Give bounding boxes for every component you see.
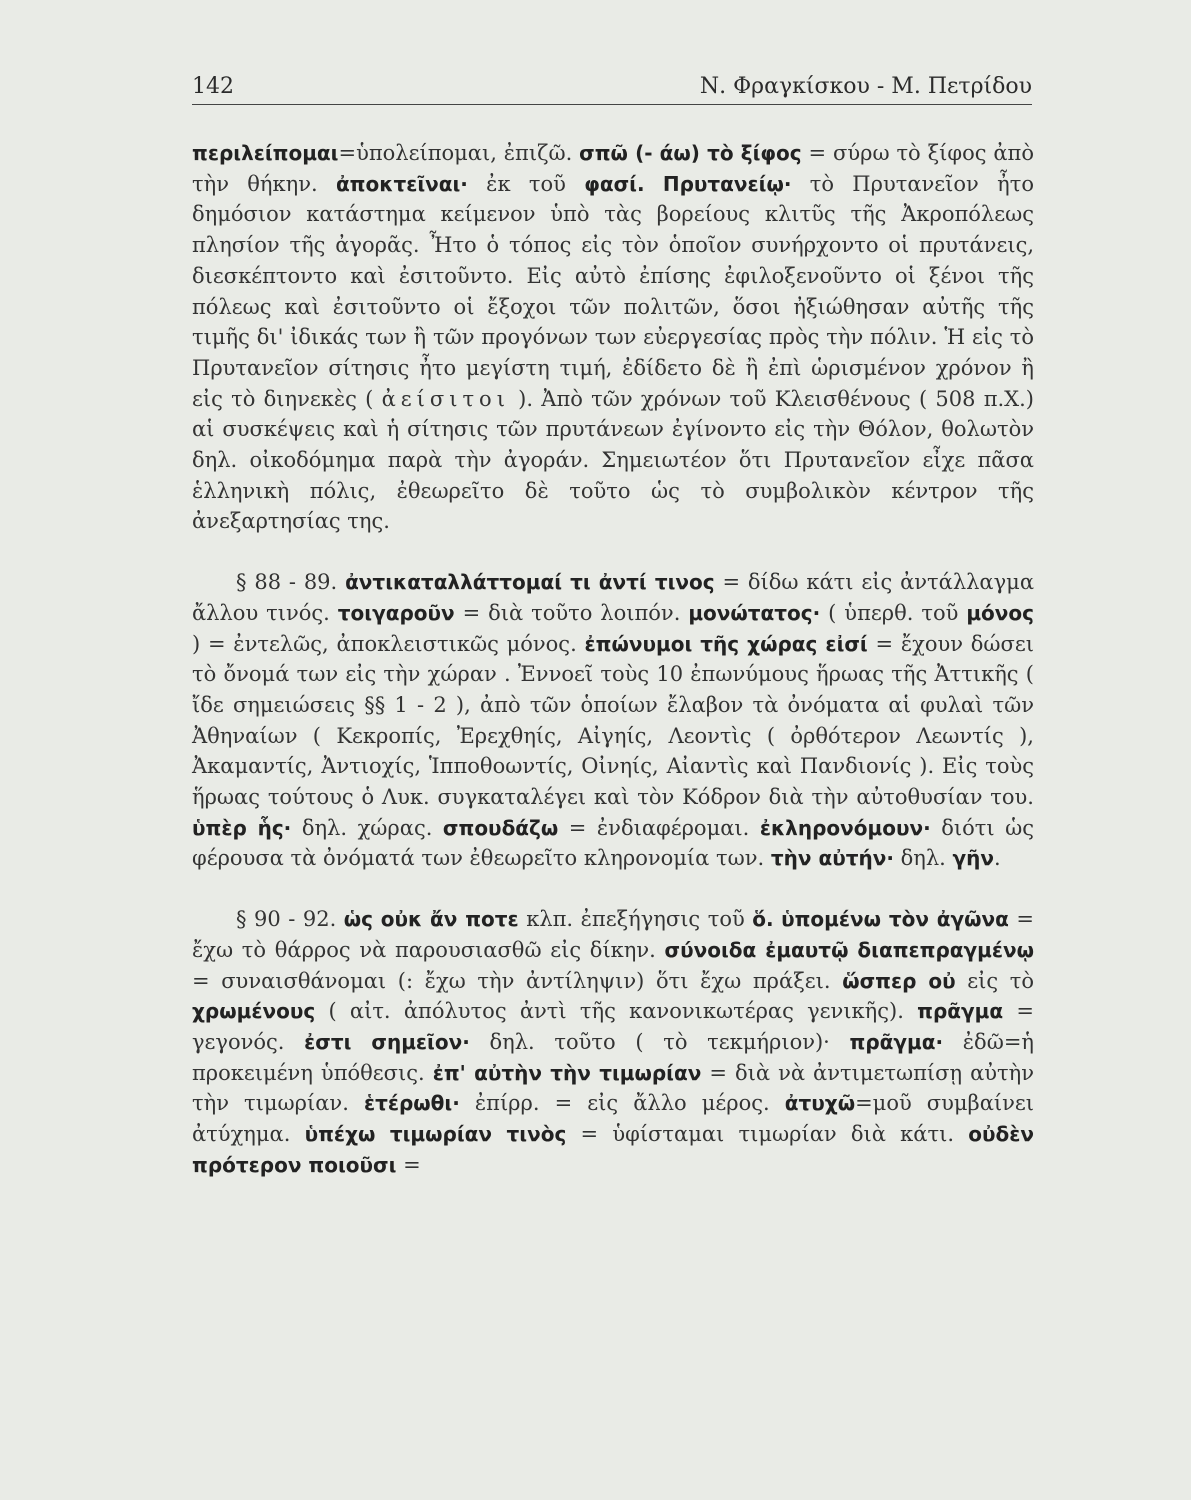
- gloss-text: = σύρω τὸ ξίφος ἀπὸ τὴν θήκην.: [192, 141, 1034, 196]
- lemma-term: Πρυτανείῳ·: [662, 171, 792, 196]
- gloss-text: ἐπίρρ. = εἰς ἄλλο μέρος.: [459, 1091, 785, 1116]
- gloss-text: = διὰ νὰ ἀντιμετωπίσῃ αὐτὴν τὴν τιμωρίαν.: [192, 1060, 1034, 1116]
- lemma-term: μονώτατος·: [688, 600, 821, 625]
- gloss-text: ). Ἀπὸ τῶν χρόνων τοῦ Κλεισθένους ( 508 π.Χ.) αἱ συσκέψεις καὶ ἡ σίτησις τῶν πρυτάνεων ἐγίνοντο εἰς τὴν Θόλον, θολωτὸν δηλ. οἰκοδόμημα παρὰ τὴν ἀγοράν. Σημειωτέον ὅτι Πρυτανεῖον εἶχε πᾶσα ἑλληνικὴ πόλις, ἐθεωρεῖτο δὲ τοῦτο ὡς τὸ συμβολικὸν κέντρον τῆς ἀνεξαρτησίας της.: [192, 386, 1035, 534]
- gloss-text: [645, 172, 663, 196]
- lemma-term: ἐστι σημεῖον·: [304, 1029, 470, 1054]
- lemma-term: ὑπὲρ ἧς·: [192, 815, 292, 840]
- lemma-term: τοιγαροῦν: [337, 600, 455, 625]
- gloss-text: ἐκ τοῦ: [467, 171, 585, 196]
- lemma-term: χρωμένους: [192, 999, 316, 1024]
- lemma-term: περιλείπομαι: [192, 141, 339, 165]
- paragraph-section-88-89: [192, 567, 1034, 874]
- gloss-text: = διὰ τοῦτο λοιπόν.: [454, 600, 689, 625]
- gloss-text: τὸ Πρυτανεῖον ἦτο δημόσιον κατάστημα κείμενον ὑπὸ τὰς βορείους κλιτῦς τῆς Ἀκροπόλεως πλησίον τῆς ἀγορᾶς. Ἦτο ὁ τόπος εἰς τὸν ὁποῖον συνήρχοντο οἱ πρυτάνεις, διεσκέπτοντο καὶ ἐσιτοῦντο. Εἰς αὐτὸ ἐπίσης ἐφιλοξενοῦντο οἱ ξένοι τῆς πόλεως καὶ ἐσιτοῦντο οἱ ἔξοχοι τῶν πολιτῶν, ὅσοι ἠξιώθησαν αὐτῆς τῆς τιμῆς δι' ἰδικάς των ἢ τῶν προγόνων των εὐεργεσίας πρὸς τὴν πόλιν. Ἡ εἰς τὸ Πρυτανεῖον σίτησις ἦτο μεγίστη τιμή, ἐδίδετο δὲ ἢ ἐπὶ ὡρισμένον χρόνον ἢ εἰς τὸ διηνεκὲς (: [192, 171, 1034, 411]
- lemma-term: σπουδάζω: [442, 815, 559, 840]
- gloss-text: =: [396, 1152, 421, 1177]
- paragraph-section-90-92: [192, 904, 1034, 1180]
- commentary-body: [192, 138, 1034, 1181]
- gloss-text: = συναισθάνομαι (: ἔχω τὴν ἀντίληψιν) ὅτι ἔχω πράξει.: [192, 968, 843, 993]
- lemma-term: πρᾶγμα·: [849, 1029, 944, 1054]
- lemma-term: ἑτέρωθι·: [363, 1091, 460, 1116]
- lemma-term: ὡς οὐκ ἄν ποτε: [343, 907, 519, 932]
- lemma-term: γῆν: [952, 846, 994, 871]
- lemma-term: οὐδὲν πρότερον ποιοῦσι: [192, 1122, 1034, 1177]
- lemma-term: φασί.: [584, 171, 645, 196]
- lemma-term: ὅ.: [752, 907, 774, 932]
- gloss-text: § 88 - 89.: [236, 570, 346, 595]
- lemma-term: ὑπέχω τιμωρίαν τινὸς: [304, 1122, 567, 1147]
- gloss-text: εἰς τὸ: [955, 968, 1034, 993]
- gloss-text: .: [993, 846, 1001, 871]
- lemma-term: ἀντικαταλλάττομαί τι ἀντί τινος: [345, 570, 715, 595]
- running-head: [192, 70, 1032, 105]
- gloss-text: [774, 907, 782, 931]
- running-head-authors: Ν. Φραγκίσκου - Μ. Πετρίδου: [699, 74, 1032, 99]
- page-number: 142: [192, 74, 234, 99]
- gloss-text: δηλ. χώρας.: [291, 815, 443, 840]
- gloss-text: διότι ὡς φέρουσα τὰ ὀνόματά των ἐθεωρεῖτο κληρονομία των.: [192, 815, 1035, 871]
- gloss-text: = ἔχω τὸ θάρρος νὰ παρουσιασθῶ εἰς δίκην.: [192, 907, 1034, 962]
- gloss-text: ) = ἐντελῶς, ἀποκλειστικῶς μόνος.: [192, 631, 585, 656]
- gloss-text: ἐδῶ=ἡ προκειμένη ὑπόθεσις.: [192, 1029, 1034, 1085]
- gloss-text: ( ὑπερθ. τοῦ: [820, 600, 967, 625]
- gloss-text: =ὑπολείπομαι, ἐπιζῶ.: [338, 141, 580, 165]
- lemma-term: σύνοιδα ἐμαυτῷ διαπεπραγμένῳ: [664, 937, 1034, 962]
- lemma-term: ἀποκτεῖναι·: [335, 171, 468, 196]
- lemma-term: μόνος: [966, 600, 1034, 625]
- gloss-text: δηλ.: [893, 846, 953, 871]
- gloss-text: § 90 - 92.: [236, 907, 344, 932]
- paragraph-prytaneion: [192, 138, 1034, 537]
- gloss-text: = ἐνδιαφέρομαι.: [558, 815, 760, 840]
- lemma-term: ἐπ' αὐτὴν τὴν τιμωρίαν: [432, 1060, 702, 1085]
- lemma-term: ὑπομένω τὸν ἀγῶνα: [781, 907, 1009, 932]
- lemma-term: ἐπώνυμοι τῆς χώρας εἰσί: [584, 631, 868, 656]
- gloss-text: = ἔχουν δώσει τὸ ὄνομά των εἰς τὴν χώραν . Ἐννοεῖ τοὺς 10 ἐπωνύμους ἥρωας τῆς Ἀττικῆς ( ἴδε σημειώσεις §§ 1 - 2 ), ἀπὸ τῶν ὁποίων ἔλαβον τὰ ὀνόματα αἱ φυλαὶ τῶν Ἀθηναίων ( Κεκροπίς, Ἐρεχθηίς, Αἰγηίς, Λεοντὶς ( ὀρθότερον Λεωντίς ), Ἀκαμαντίς, Ἀντιοχίς, Ἱπποθοωντίς, Οἰνηίς, Αἰαντὶς καὶ Πανδιονίς ). Εἰς τοὺς ἥρωας τούτους ὁ Λυκ. συγκαταλέγει καὶ τὸν Κόδρον διὰ τὴν αὐτοθυσίαν του.: [192, 631, 1035, 810]
- gloss-text: ( αἰτ. ἀπόλυτος ἀντὶ τῆς κανονικωτέρας γενικῆς).: [315, 999, 918, 1024]
- gloss-text: = γεγονός.: [192, 999, 1034, 1054]
- gloss-text: = δίδω κάτι εἰς ἀντάλλαγμα ἄλλου τινός.: [192, 570, 1034, 625]
- lemma-term: ἀτυχῶ: [784, 1091, 856, 1116]
- lemma-term: ὥσπερ οὐ: [842, 968, 956, 993]
- lemma-term: ἐκληρονόμουν·: [759, 815, 931, 840]
- gloss-text: = ὑφίσταμαι τιμωρίαν διὰ κάτι.: [566, 1122, 969, 1147]
- lemma-term: τὴν αὐτήν·: [770, 846, 894, 871]
- gloss-text: κλπ. ἐπεξήγησις τοῦ: [518, 907, 753, 932]
- lemma-term: σπῶ (- άω) τὸ ξίφος: [579, 141, 802, 165]
- gloss-text: =μοῦ συμβαίνει ἀτύχημα.: [192, 1091, 1034, 1147]
- lemma-term: πρᾶγμα: [917, 999, 1004, 1024]
- spaced-term: ἀείσιτοι: [381, 386, 510, 411]
- gloss-text: δηλ. τοῦτο ( τὸ τεκμήριον)·: [469, 1029, 850, 1054]
